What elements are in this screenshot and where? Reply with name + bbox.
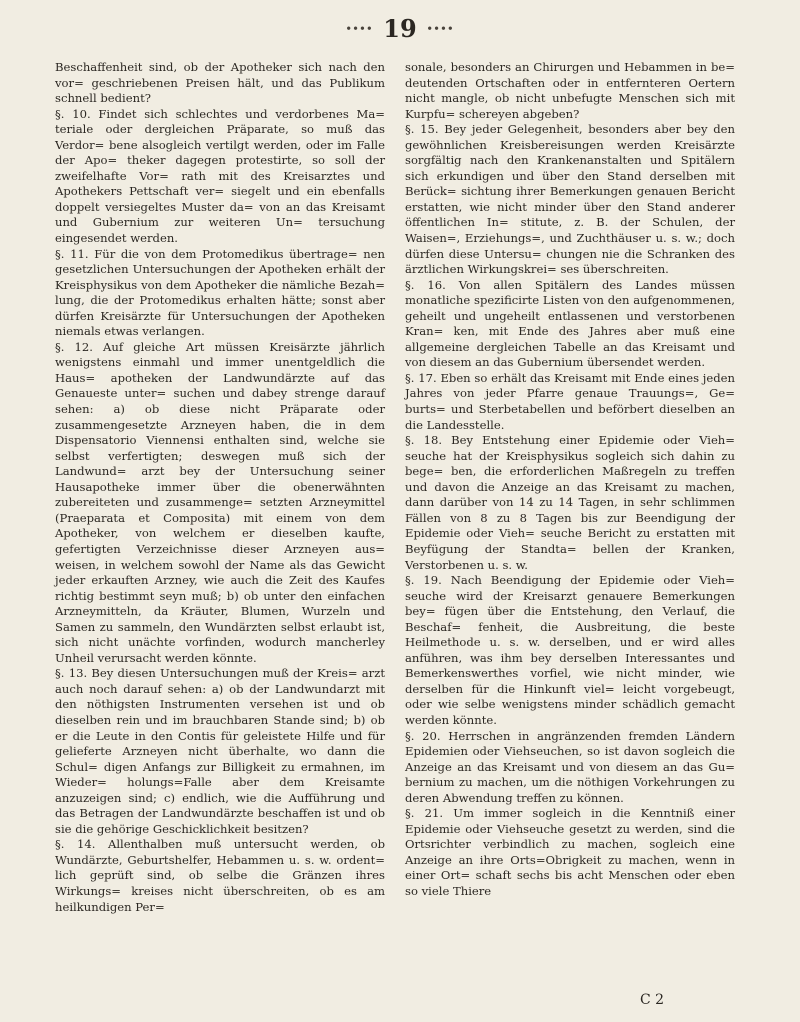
signature-mark: C 2 — [640, 992, 665, 1008]
paragraph-section-12: §. 12. Auf gleiche Art müssen Kreisärzte jährlich wenigstens einmahl und immer unentgeldlich die Haus= apotheken der Landwundärzte auf das Genaueste unter= suchen und dabey strenge darauf sehen: a) ob diese nicht Präparate oder zusammengesetzte Arzneyen haben, die in dem Dispensatorio Viennensi enthalten sind, welche sie selbst verfertigten; deswegen muß sich der Landwund= arzt bey der Untersuchung seiner Hausapotheke immer über die obenerwähnten zubereiteten und zusammenge= setzten Arzneymittel (Praeparata et Composita) mit einem von dem Apotheker, von welchem er dieselben kaufte, gefertigten Verzeichnisse dieser Arzneyen aus= weisen, in welchem sowohl der Name als das Gewicht jeder erkauften Arzney, wie auch die Zeit des Kaufes richtig bestimmt seyn muß; b) ob unter den einfachen Arzneymitteln, da Kräuter, Blumen, Wurzeln und Samen zu sammeln, den Wundärzten selbst erlaubt ist, sich nicht unächte vorfinden, wodurch mancherley Unheil verursacht werden könnte. — [55, 339, 385, 665]
page-number: 19 — [383, 13, 417, 43]
paragraph-section-20: §. 20. Herrschen in angränzenden fremden Ländern Epidemien oder Viehseuchen, so ist davon sogleich die Anzeige an das Kreisamt und von diesem an das Gu= bernium zu machen, um die nöthigen Vorkehrungen zu deren Abwendung treffen zu können. — [405, 728, 735, 805]
paragraph-section-15: §. 15. Bey jeder Gelegenheit, besonders aber bey den gewöhnlichen Kreisbereisungen werden Kreisärzte sorgfältig nach den Krankenanstalten und Spitälern sich erkundigen und über den Stand derselben mit Berück= sichtung ihrer Bemerkungen genauen Bericht erstatten, wie nicht minder über den Stand anderer öffentlichen In= stitute, z. B. der Schulen, der Waisen=, Erziehungs=, und Zuchthäuser u. s. w.; doch dürfen diese Untersu= chungen nie die Schranken des ärztlichen Wirkungskrei= ses überschreiten. — [405, 122, 735, 277]
paragraph-section-10: §. 10. Findet sich schlechtes und verdorbenes Ma= teriale oder dergleichen Präparate, so muß das Verdor= bene alsogleich vertilgt werden, oder im Falle der Apo= theker dagegen protestirte, so soll der zweifelhafte Vor= rath mit des Kreisarztes und Apothekers Pettschaft ver= siegelt und ein ebenfalls doppelt versiegeltes Muster da= von an das Kreisamt und Gubernium zur weiteren Un= tersuchung eingesendet werden. — [55, 106, 385, 246]
paragraph-section-11: §. 11. Für die von dem Protomedikus übertrage= nen gesetzlichen Untersuchungen der Apotheken erhält der Kreisphysikus von dem Apotheker die nämliche Bezah= lung, die der Protomedikus erhalten hätte; sonst aber dürfen Kreisärzte für Untersuchungen der Apotheken niemals etwas verlangen. — [55, 246, 385, 339]
paragraph-section-17: §. 17. Eben so erhält das Kreisamt mit Ende eines jeden Jahres von jeder Pfarre genaue Trauungs=, Ge= burts= und Sterbetabellen und beförbert dieselben an die Landesstelle. — [405, 370, 735, 432]
paragraph-section-21: §. 21. Um immer sogleich in die Kenntniß einer Epidemie oder Viehseuche gesetzt zu werden, sind die Ortsrichter verbindlich zu machen, sogleich eine Anzeige an ihre Orts=Obrigkeit zu machen, wenn in einer Ort= schaft sechs bis acht Menschen oder eben so viele Thiere — [405, 806, 735, 898]
paragraph-continued: sonale, besonders an Chirurgen und Hebammen in be= deutenden Ortschaften oder in entfernteren Oertern nicht mangle, ob nicht unbefugte Menschen sich mit Kurpfu= schereyen abgeben? — [405, 60, 735, 121]
paragraph-section-18: §. 18. Bey Entstehung einer Epidemie oder Vieh= seuche hat der Kreisphysikus sogleich sich dahin zu bege= ben, die erforderlichen Maßregeln zu treffen und davon die Anzeige an das Kreisamt zu machen, dann darüber von 14 zu 14 Tagen, in sehr schlimmen Fällen von 8 zu 8 Tagen bis zur Beendigung der Epidemie oder Vieh= seuche Bericht zu erstatten mit Beyfügung der Standta= bellen der Kranken, Verstorbenen u. s. w. — [405, 433, 735, 572]
paragraph-section-16: §. 16. Von allen Spitälern des Landes müssen monatliche spezificirte Listen von den aufgenommenen, geheilt und ungeheilt entlassenen und verstorbenen Kran= ken, mit Ende des Jahres aber muß eine allgemeine dergleichen Tabelle an das Kreisamt und von diesem an das Gubernium übersendet werden. — [405, 277, 735, 370]
paragraph-intro: Beschaffenheit sind, ob der Apotheker sich nach den vor= geschriebenen Preisen hält, und das Publikum schnell bedient? — [55, 60, 385, 106]
paragraph-section-13: §. 13. Bey diesen Untersuchungen muß der Kreis= arzt auch noch darauf sehen: a) ob der Landwundarzt mit den nöthigsten Instrumenten versehen ist und ob dieselben rein und im brauchbaren Stande sind; b) ob er die Leute in den Contis für geleistete Hilfe und für gelieferte Arzneyen nicht überhalte, wo dann die Schul= digen Anfangs zur Billigkeit zu ermahnen, im Wieder= holungs=Falle aber dem Kreisamte anzuzeigen sind; c) endlich, wie die Aufführung und das Betragen der Landwundärzte beschaffen ist und ob sie die gehörige Geschicklichkeit besitzen? — [55, 666, 385, 836]
right-column — [405, 60, 735, 900]
ornament-right: ∙∙∙∙ — [426, 21, 455, 35]
ornament-left: ∙∙∙∙ — [345, 21, 374, 35]
paragraph-section-19: §. 19. Nach Beendigung der Epidemie oder Vieh= seuche wird der Kreisarzt genauere Bemerkungen bey= fügen über die Entstehung, den Verlauf, die Beschaf= fenheit, die Ausbreitung, die beste Heilmethode u. s. w. derselben, und er wird alles anführen, was ihm bey derselben Interessantes und Bemerkenswerthes vorfiel, wie nicht minder, wie derselben für die Hinkunft viel= leicht vorgebeugt, oder wie selbe wenigstens minder schädlich gemacht werden könnte. — [405, 573, 735, 727]
page-header — [0, 8, 800, 48]
paragraph-section-14: §. 14. Allenthalben muß untersucht werden, ob Wundärzte, Geburtshelfer, Hebammen u. s. w. ordent= lich geprüft sind, ob selbe die Gränzen ihres Wirkungs= kreises nicht überschreiten, ob es am heilkundigen Per= — [55, 837, 385, 914]
left-column — [55, 60, 385, 915]
